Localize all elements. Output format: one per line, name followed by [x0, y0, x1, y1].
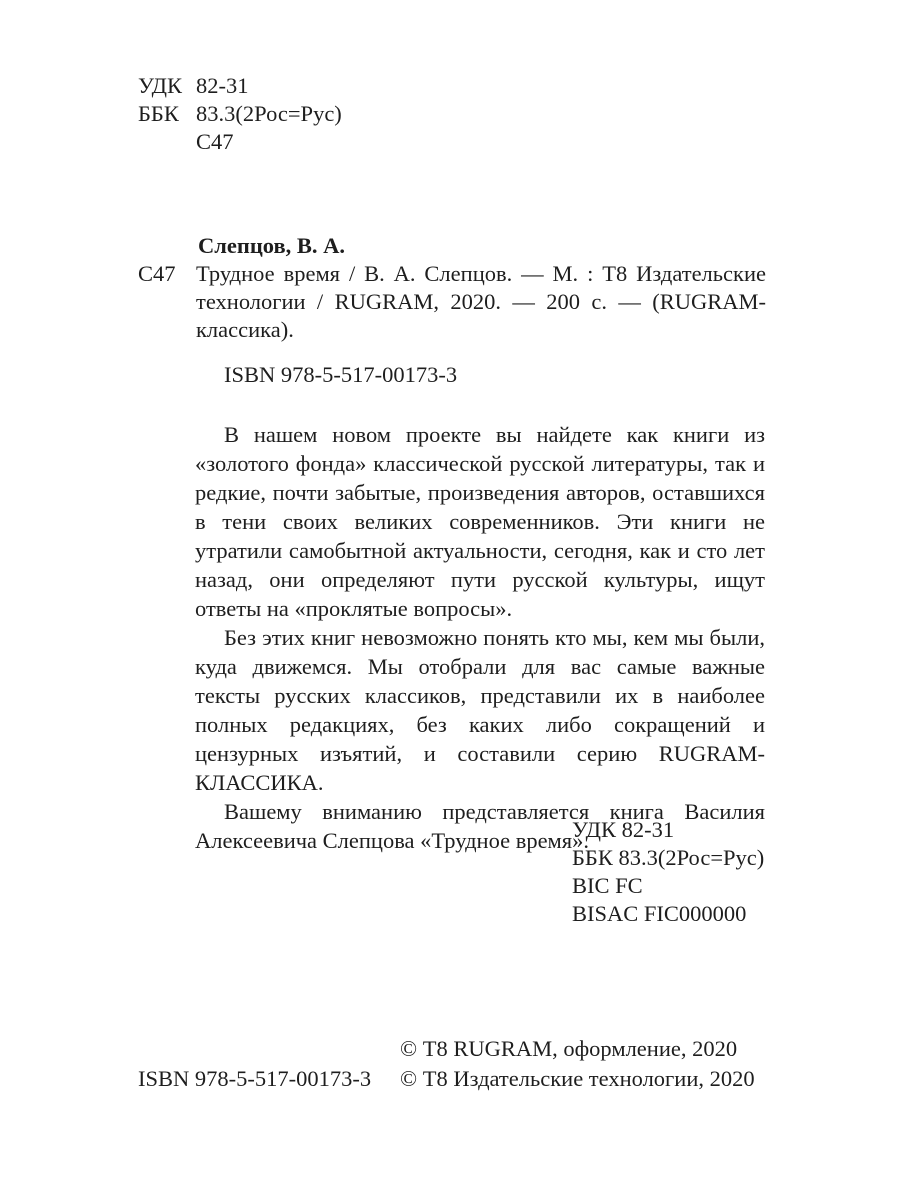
annotation-paragraph: В нашем новом проекте вы найдете как книги из «золотого фонда» классической русской литературы, так и редкие, почти забытые, произведения авторов, оставшихся в тени своих великих современников. Эти книги не утратили самобытной актуальности, сегодня, как и сто лет назад, они определяют пути русской культуры, ищут ответы на «проклятые вопросы».: [195, 422, 765, 621]
empty-cell: [138, 128, 196, 156]
empty-cell: [138, 1034, 400, 1064]
copyright-design: © Т8 RUGRAM, оформление, 2020: [400, 1036, 738, 1061]
annotation-paragraph: Вашему вниманию представляется книга Василия Алексеевича Слепцова «Трудное время».: [195, 799, 765, 853]
catalog-description: Трудное время / В. А. Слепцов. — М. : Т8 Издательские технологии / RUGRAM, 2020. — 200 с. — (RUGRAM-классика).: [196, 261, 766, 342]
isbn-top: ISBN 978-5-517-00173-3: [224, 362, 458, 387]
bottom-udk: УДК 82-31: [572, 817, 675, 842]
bbk-label: ББК: [138, 101, 179, 126]
author-heading: Слепцов, В. А.: [198, 233, 346, 258]
isbn-bottom: ISBN 978-5-517-00173-3: [138, 1066, 372, 1091]
annotation: [195, 420, 765, 855]
bottom-bic: BIC FC: [572, 873, 643, 898]
catalog-entry: [138, 232, 766, 344]
udk-value: 82-31: [196, 73, 249, 98]
bottom-classification-codes: [572, 816, 764, 928]
top-classification-codes: [138, 72, 342, 156]
udk-label: УДК: [138, 73, 183, 98]
catalog-entry-row: [138, 260, 766, 344]
bottom-bbk: ББК 83.3(2Рос=Рус): [572, 845, 765, 870]
bbk-value: 83.3(2Рос=Рус): [196, 101, 342, 126]
catalog-author-sign: С47: [138, 261, 176, 286]
copyright-footer: [138, 1034, 766, 1094]
bottom-bisac: BISAC FIC000000: [572, 901, 747, 926]
annotation-paragraph: Без этих книг невозможно понять кто мы, кем мы были, куда движемся. Мы отобрали для вас самые важные тексты русских классиков, представили их в наиболее полных редакциях, без каких либо сокращений и цензурных изъятий, и составили серию RUGRAM-КЛАССИКА.: [195, 625, 765, 795]
copyright-publisher: © Т8 Издательские технологии, 2020: [400, 1066, 755, 1091]
author-sign: С47: [196, 129, 234, 154]
